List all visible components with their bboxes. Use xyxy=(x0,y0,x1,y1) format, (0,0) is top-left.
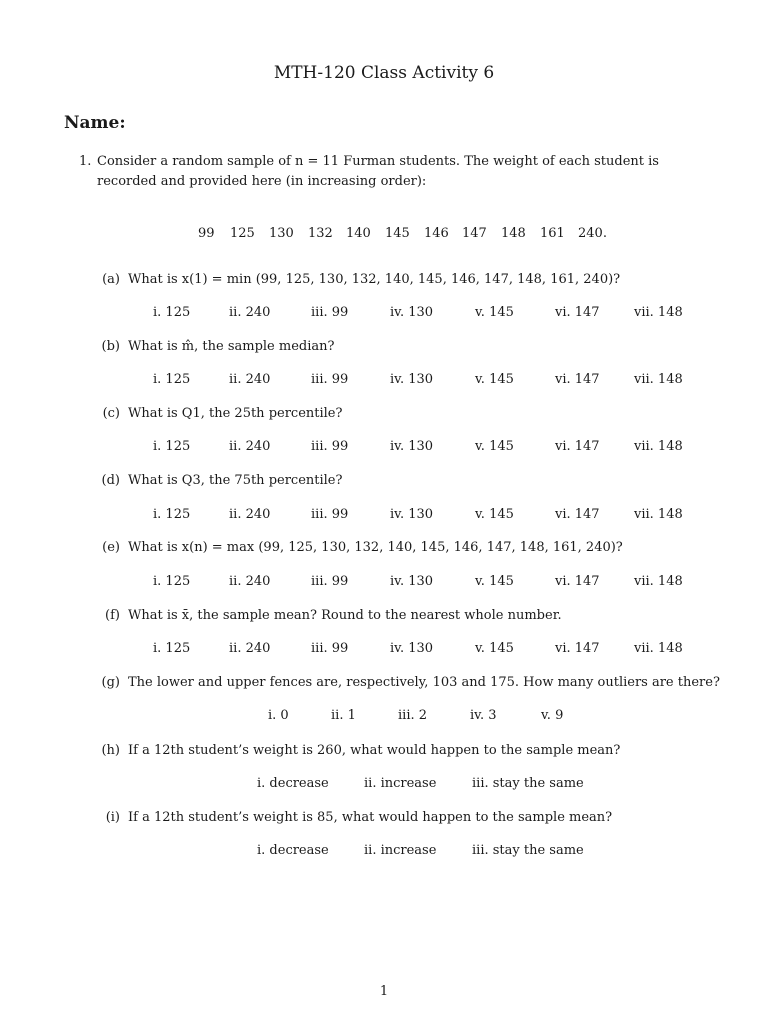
answer-option[interactable]: ii. increase xyxy=(364,843,437,858)
page-number: 1 xyxy=(379,984,389,999)
data-value: 148 xyxy=(501,226,526,241)
question-text: What is x(n) = max (99, 125, 130, 132, 140, 145, 146, 147, 148, 161, 240)? xyxy=(128,540,623,555)
question-text: What is Q1, the 25th percentile? xyxy=(128,406,343,421)
data-value: 132 xyxy=(308,226,333,241)
problem-intro-text: Consider a random sample of n = 11 Furman students. The weight of each student is recorded and provided here (in increasing order): xyxy=(97,154,659,189)
answer-option[interactable]: vi. 147 xyxy=(555,305,600,320)
data-value: 240. xyxy=(578,226,607,241)
question-text: What is x(1) = min (99, 125, 130, 132, 140, 145, 146, 147, 148, 161, 240)? xyxy=(128,272,621,287)
question-text: What is m̂, the sample median? xyxy=(128,339,335,354)
answer-option[interactable]: vi. 147 xyxy=(555,574,600,589)
answer-option[interactable]: v. 145 xyxy=(475,641,514,656)
answer-option[interactable]: i. 125 xyxy=(153,372,191,387)
answer-option[interactable]: iv. 130 xyxy=(390,439,434,454)
question-label: (g) xyxy=(101,675,120,690)
answer-option[interactable]: i. 125 xyxy=(153,305,191,320)
answer-option[interactable]: iii. 99 xyxy=(311,372,349,387)
answer-option[interactable]: vii. 148 xyxy=(634,305,683,320)
answer-option[interactable]: vii. 148 xyxy=(634,641,683,656)
question-label: (a) xyxy=(102,272,120,287)
answer-option[interactable]: vi. 147 xyxy=(555,439,600,454)
answer-option[interactable]: ii. 240 xyxy=(229,574,271,589)
answer-option[interactable]: iv. 130 xyxy=(390,574,434,589)
answer-option[interactable]: iii. 99 xyxy=(311,305,349,320)
answer-option[interactable]: vii. 148 xyxy=(634,574,683,589)
answer-option[interactable]: vii. 148 xyxy=(634,439,683,454)
answer-option[interactable]: ii. 240 xyxy=(229,641,271,656)
answer-option[interactable]: iv. 130 xyxy=(390,641,434,656)
name-label: Name: xyxy=(64,113,126,133)
answer-option[interactable]: i. 125 xyxy=(153,507,191,522)
answer-option[interactable]: iii. 99 xyxy=(311,641,349,656)
question-label: (i) xyxy=(105,810,120,825)
answer-option[interactable]: iii. 99 xyxy=(311,507,349,522)
data-value: 125 xyxy=(230,226,255,241)
answer-option[interactable]: ii. 240 xyxy=(229,305,271,320)
answer-option[interactable]: iii. stay the same xyxy=(472,776,584,791)
problem-intro xyxy=(79,152,719,192)
data-value: 145 xyxy=(385,226,410,241)
question-label: (e) xyxy=(102,540,120,555)
answer-option[interactable]: i. 125 xyxy=(153,439,191,454)
answer-option[interactable]: i. 125 xyxy=(153,574,191,589)
data-value: 140 xyxy=(346,226,371,241)
page-title: MTH-120 Class Activity 6 xyxy=(273,63,495,83)
answer-option[interactable]: i. decrease xyxy=(257,843,329,858)
question-label: (c) xyxy=(102,406,120,421)
question-text: What is x̄, the sample mean? Round to the nearest whole number. xyxy=(128,608,562,623)
question-text: The lower and upper fences are, respectively, 103 and 175. How many outliers are there? xyxy=(128,675,720,690)
answer-option[interactable]: i. decrease xyxy=(257,776,329,791)
answer-option[interactable]: ii. 240 xyxy=(229,439,271,454)
question-label: (h) xyxy=(101,743,120,758)
question-label: (f) xyxy=(105,608,120,623)
answer-option[interactable]: iii. 99 xyxy=(311,574,349,589)
answer-option[interactable]: i. 125 xyxy=(153,641,191,656)
answer-option[interactable]: v. 145 xyxy=(475,507,514,522)
answer-option[interactable]: vii. 148 xyxy=(634,507,683,522)
answer-option[interactable]: iv. 130 xyxy=(390,372,434,387)
answer-option[interactable]: ii. 240 xyxy=(229,372,271,387)
answer-option[interactable]: vi. 147 xyxy=(555,507,600,522)
answer-option[interactable]: vi. 147 xyxy=(555,641,600,656)
question-text: If a 12th student’s weight is 85, what would happen to the sample mean? xyxy=(128,810,613,825)
answer-option[interactable]: iii. 99 xyxy=(311,439,349,454)
data-value: 146 xyxy=(424,226,449,241)
data-value: 161 xyxy=(540,226,565,241)
answer-option[interactable]: v. 9 xyxy=(541,708,564,723)
answer-option[interactable]: iv. 130 xyxy=(390,305,434,320)
answer-option[interactable]: vii. 148 xyxy=(634,372,683,387)
answer-option[interactable]: iii. stay the same xyxy=(472,843,584,858)
answer-option[interactable]: v. 145 xyxy=(475,372,514,387)
question-text: If a 12th student’s weight is 260, what would happen to the sample mean? xyxy=(128,743,621,758)
answer-option[interactable]: vi. 147 xyxy=(555,372,600,387)
answer-option[interactable]: ii. 1 xyxy=(331,708,356,723)
answer-option[interactable]: iii. 2 xyxy=(398,708,428,723)
question-label: (b) xyxy=(101,339,120,354)
answer-option[interactable]: iv. 130 xyxy=(390,507,434,522)
question-label: (d) xyxy=(101,473,120,488)
problem-number: 1. xyxy=(79,154,92,169)
answer-option[interactable]: v. 145 xyxy=(475,439,514,454)
data-value: 130 xyxy=(269,226,294,241)
answer-option[interactable]: ii. 240 xyxy=(229,507,271,522)
data-value: 147 xyxy=(462,226,487,241)
answer-option[interactable]: iv. 3 xyxy=(470,708,497,723)
data-value: 99 xyxy=(198,226,215,241)
answer-option[interactable]: ii. increase xyxy=(364,776,437,791)
answer-option[interactable]: i. 0 xyxy=(268,708,289,723)
answer-option[interactable]: v. 145 xyxy=(475,574,514,589)
question-text: What is Q3, the 75th percentile? xyxy=(128,473,343,488)
answer-option[interactable]: v. 145 xyxy=(475,305,514,320)
